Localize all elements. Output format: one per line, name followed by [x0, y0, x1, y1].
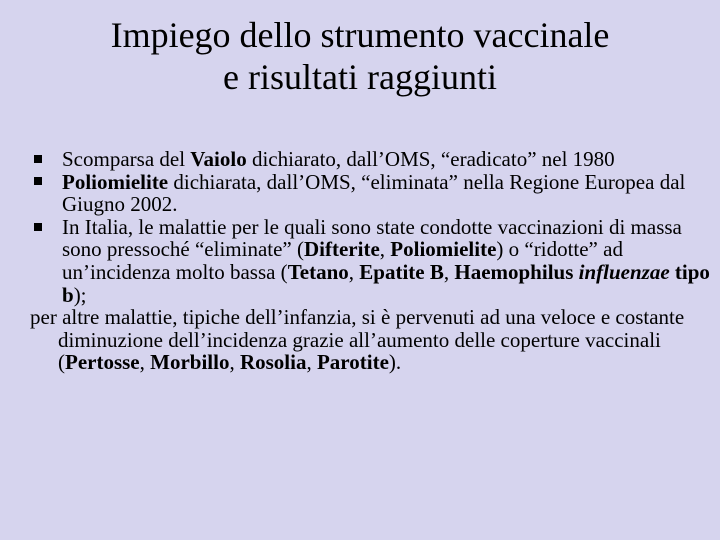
bullet-item-italia: [30, 216, 710, 306]
text-span: Scomparsa del: [62, 147, 191, 171]
text-span: ,: [379, 237, 391, 262]
text-span: dichiarato, dall’OMS, “eradicato” nel 1980: [246, 147, 615, 171]
text-span: );: [73, 282, 87, 307]
title-line-1: Impiego dello strumento vaccinale: [110, 15, 610, 55]
disease-name: Vaiolo: [190, 147, 247, 171]
disease-name: Poliomielite: [62, 169, 169, 194]
title-line-2: e risultati raggiunti: [223, 57, 497, 97]
disease-name: tipo b: [62, 259, 710, 307]
text-span: ) o “ridotte” ad un’incidenza molto bassa (: [62, 237, 623, 284]
text-span: ,: [306, 350, 317, 375]
text-span: ,: [139, 350, 151, 375]
bullet-item-vaiolo: [30, 148, 710, 171]
slide-title: [0, 14, 720, 98]
disease-name: Difterite: [304, 237, 380, 262]
text-span: ,: [348, 259, 360, 284]
disease-name: Parotite: [316, 350, 389, 375]
closing-paragraph: [26, 306, 710, 374]
disease-name-italic: influenzae: [578, 259, 670, 284]
text-span: per altre malattie, tipiche dell’infanzia, si è pervenuti ad una veloce e costante diminuzione dell’incidenza grazie all’aumento delle coperture vaccinali (: [30, 305, 685, 375]
disease-name: Rosolia: [239, 350, 307, 375]
disease-name: Pertosse: [65, 350, 140, 375]
text-span: ,: [229, 350, 240, 375]
disease-name: Tetano: [287, 259, 349, 284]
square-bullet-icon: [30, 216, 62, 239]
text-span: dichiarata, dall’OMS, “eliminata” nella Regione Europea dal Giugno 2002.: [62, 169, 686, 217]
slide-body: [30, 148, 710, 374]
disease-name: Poliomielite: [390, 237, 497, 262]
square-bullet-icon: [30, 148, 62, 171]
disease-name: Haemophilus: [454, 259, 574, 284]
bullet-item-poliomielite: [30, 171, 710, 216]
disease-name: Morbillo: [150, 350, 230, 375]
disease-name: Epatite B: [359, 259, 444, 284]
text-span: ,: [443, 259, 455, 284]
text-span: In Italia, le malattie per le quali sono state condotte vaccinazioni di massa sono pressoché “eliminate” (: [62, 214, 682, 262]
text-span: ).: [388, 350, 402, 375]
square-bullet-icon: [30, 171, 62, 194]
